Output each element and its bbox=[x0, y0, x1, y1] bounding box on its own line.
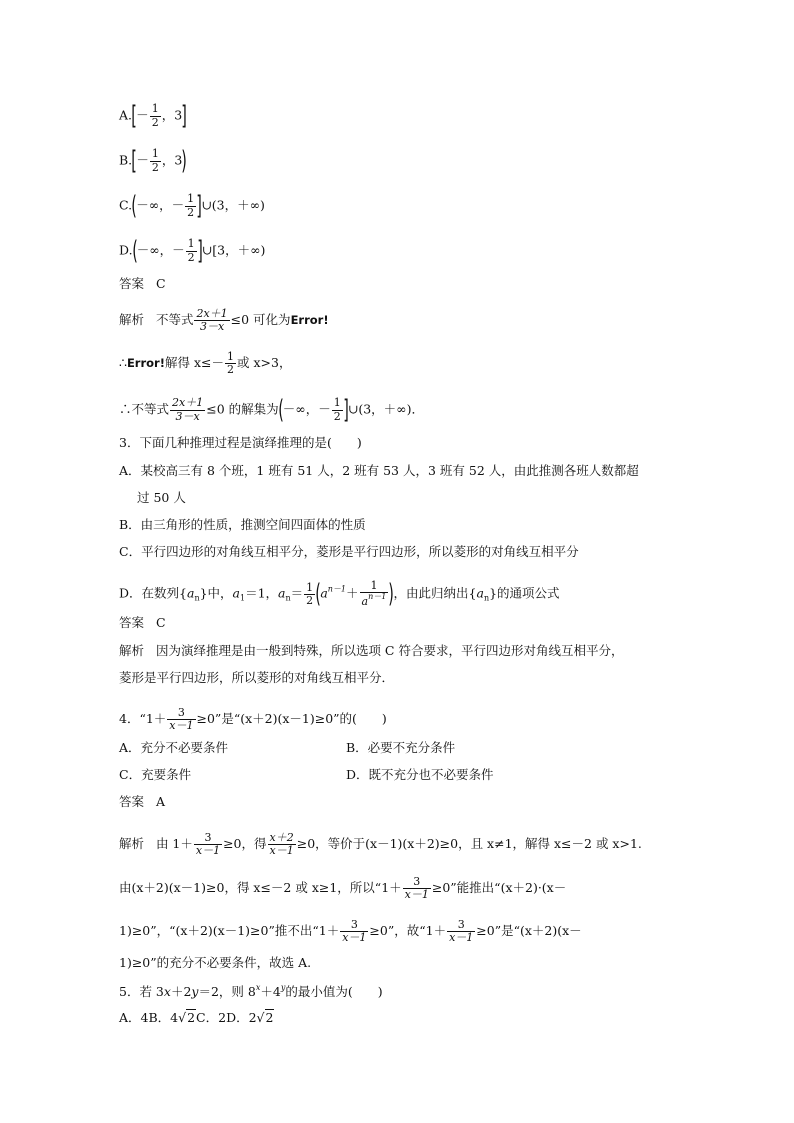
q4-solution-line2: 由(x＋2)(x－1)≥0，得 x≤－2 或 x≥1，所以“1＋ $\frac{3}{x-1}$ ≥0”能推出“(x＋2)·(x－ bbox=[119, 875, 567, 902]
q4-solution-line1: 解析 由 1＋ $\frac{3}{x-1}$ ≥0，得 $\frac{x+2}{x-1}$ ≥0，等价于(x－1)(x＋2)≥0，且 x≠1，解得 x≤－2 或 x>1. bbox=[119, 831, 642, 858]
q3-stem: 3．下面几种推理过程是演绎推理的是( ) bbox=[119, 435, 362, 450]
q3-option-a-line2: 过 50 人 bbox=[137, 490, 186, 505]
q5-options: A．4B．4√2C．2D．2√2 bbox=[119, 1010, 274, 1025]
q3-option-d: D．在数列$\{a_n\}$中，$a_1=1$，$a_n=$ $\frac{1}{2}$ ($a^{n-1}+$ $\frac{1}{a^{n-1}}$ )，由此归纳出$\{a_n\}$的通项公式 bbox=[119, 579, 560, 610]
q3-solution-line1: 解析 因为演绎推理是由一般到特殊，所以选项 C 符合要求，平行四边形对角线互相平分， bbox=[119, 643, 624, 658]
q2-solution-line2: ∴Error!解得 x≤－ $\frac{1}{2}$ 或 x>3， bbox=[119, 350, 292, 377]
q4-answer: 答案 A bbox=[119, 794, 165, 809]
q2-answer: 答案 C bbox=[119, 276, 166, 291]
q5-stem: 5．若 3x＋2y＝2，则 $8^x+4^y$的最小值为( ) bbox=[119, 983, 383, 999]
q3-solution-line2: 菱形是平行四边形，所以菱形的对角线互相平分． bbox=[119, 670, 395, 685]
q4-option-c: C．充要条件 bbox=[119, 767, 192, 782]
q3-option-c: C．平行四边形的对角线互相平分，菱形是平行四边形，所以菱形的对角线互相平分 bbox=[119, 544, 579, 559]
q3-answer: 答案 C bbox=[119, 615, 166, 630]
q3-option-b: B．由三角形的性质，推测空间四面体的性质 bbox=[119, 517, 366, 532]
q2-solution-line3: ∴不等式 $\frac{2x+1}{3-x}$ ≤0 的解集为(－∞，－ $\frac{1}{2}$ ]∪(3，＋∞)． bbox=[119, 395, 424, 425]
q4-option-a: A．充分不必要条件 bbox=[119, 740, 229, 755]
q2-option-b: B.[－ $\frac{1}{2}$ ，3) bbox=[119, 146, 188, 176]
q4-option-d: D．既不充分也不必要条件 bbox=[346, 767, 494, 782]
q4-option-b: B．必要不充分条件 bbox=[346, 740, 456, 755]
q4-stem: 4．“1＋ $\frac{3}{x-1}$ ≥0”是“(x＋2)(x－1)≥0”的( ) bbox=[119, 706, 387, 733]
q4-solution-line4: 1)≥0”的充分不必要条件，故选 A. bbox=[119, 955, 312, 970]
q3-option-a-line1: A．某校高三有 8 个班，1 班有 51 人，2 班有 53 人，3 班有 52 人，由此推测各班人数都超 bbox=[119, 463, 639, 478]
q4-solution-line3: 1)≥0”，“(x＋2)(x－1)≥0”推不出“1＋ $\frac{3}{x-1}$ ≥0”，故“1＋ $\frac{3}{x-1}$ ≥0”是“(x＋2)(x－ bbox=[119, 918, 582, 945]
q2-solution-line1: 解析 不等式 $\frac{2x+1}{3-x}$ ≤0 可化为Error! bbox=[119, 307, 329, 334]
q2-option-c: C.(－∞，－ $\frac{1}{2}$ ]∪(3，＋∞) bbox=[119, 191, 265, 221]
q2-option-a: A.[－ $\frac{1}{2}$ ，3] bbox=[119, 101, 188, 131]
q2-option-d: D.(－∞，－ $\frac{1}{2}$ ]∪[3，＋∞) bbox=[119, 236, 266, 266]
